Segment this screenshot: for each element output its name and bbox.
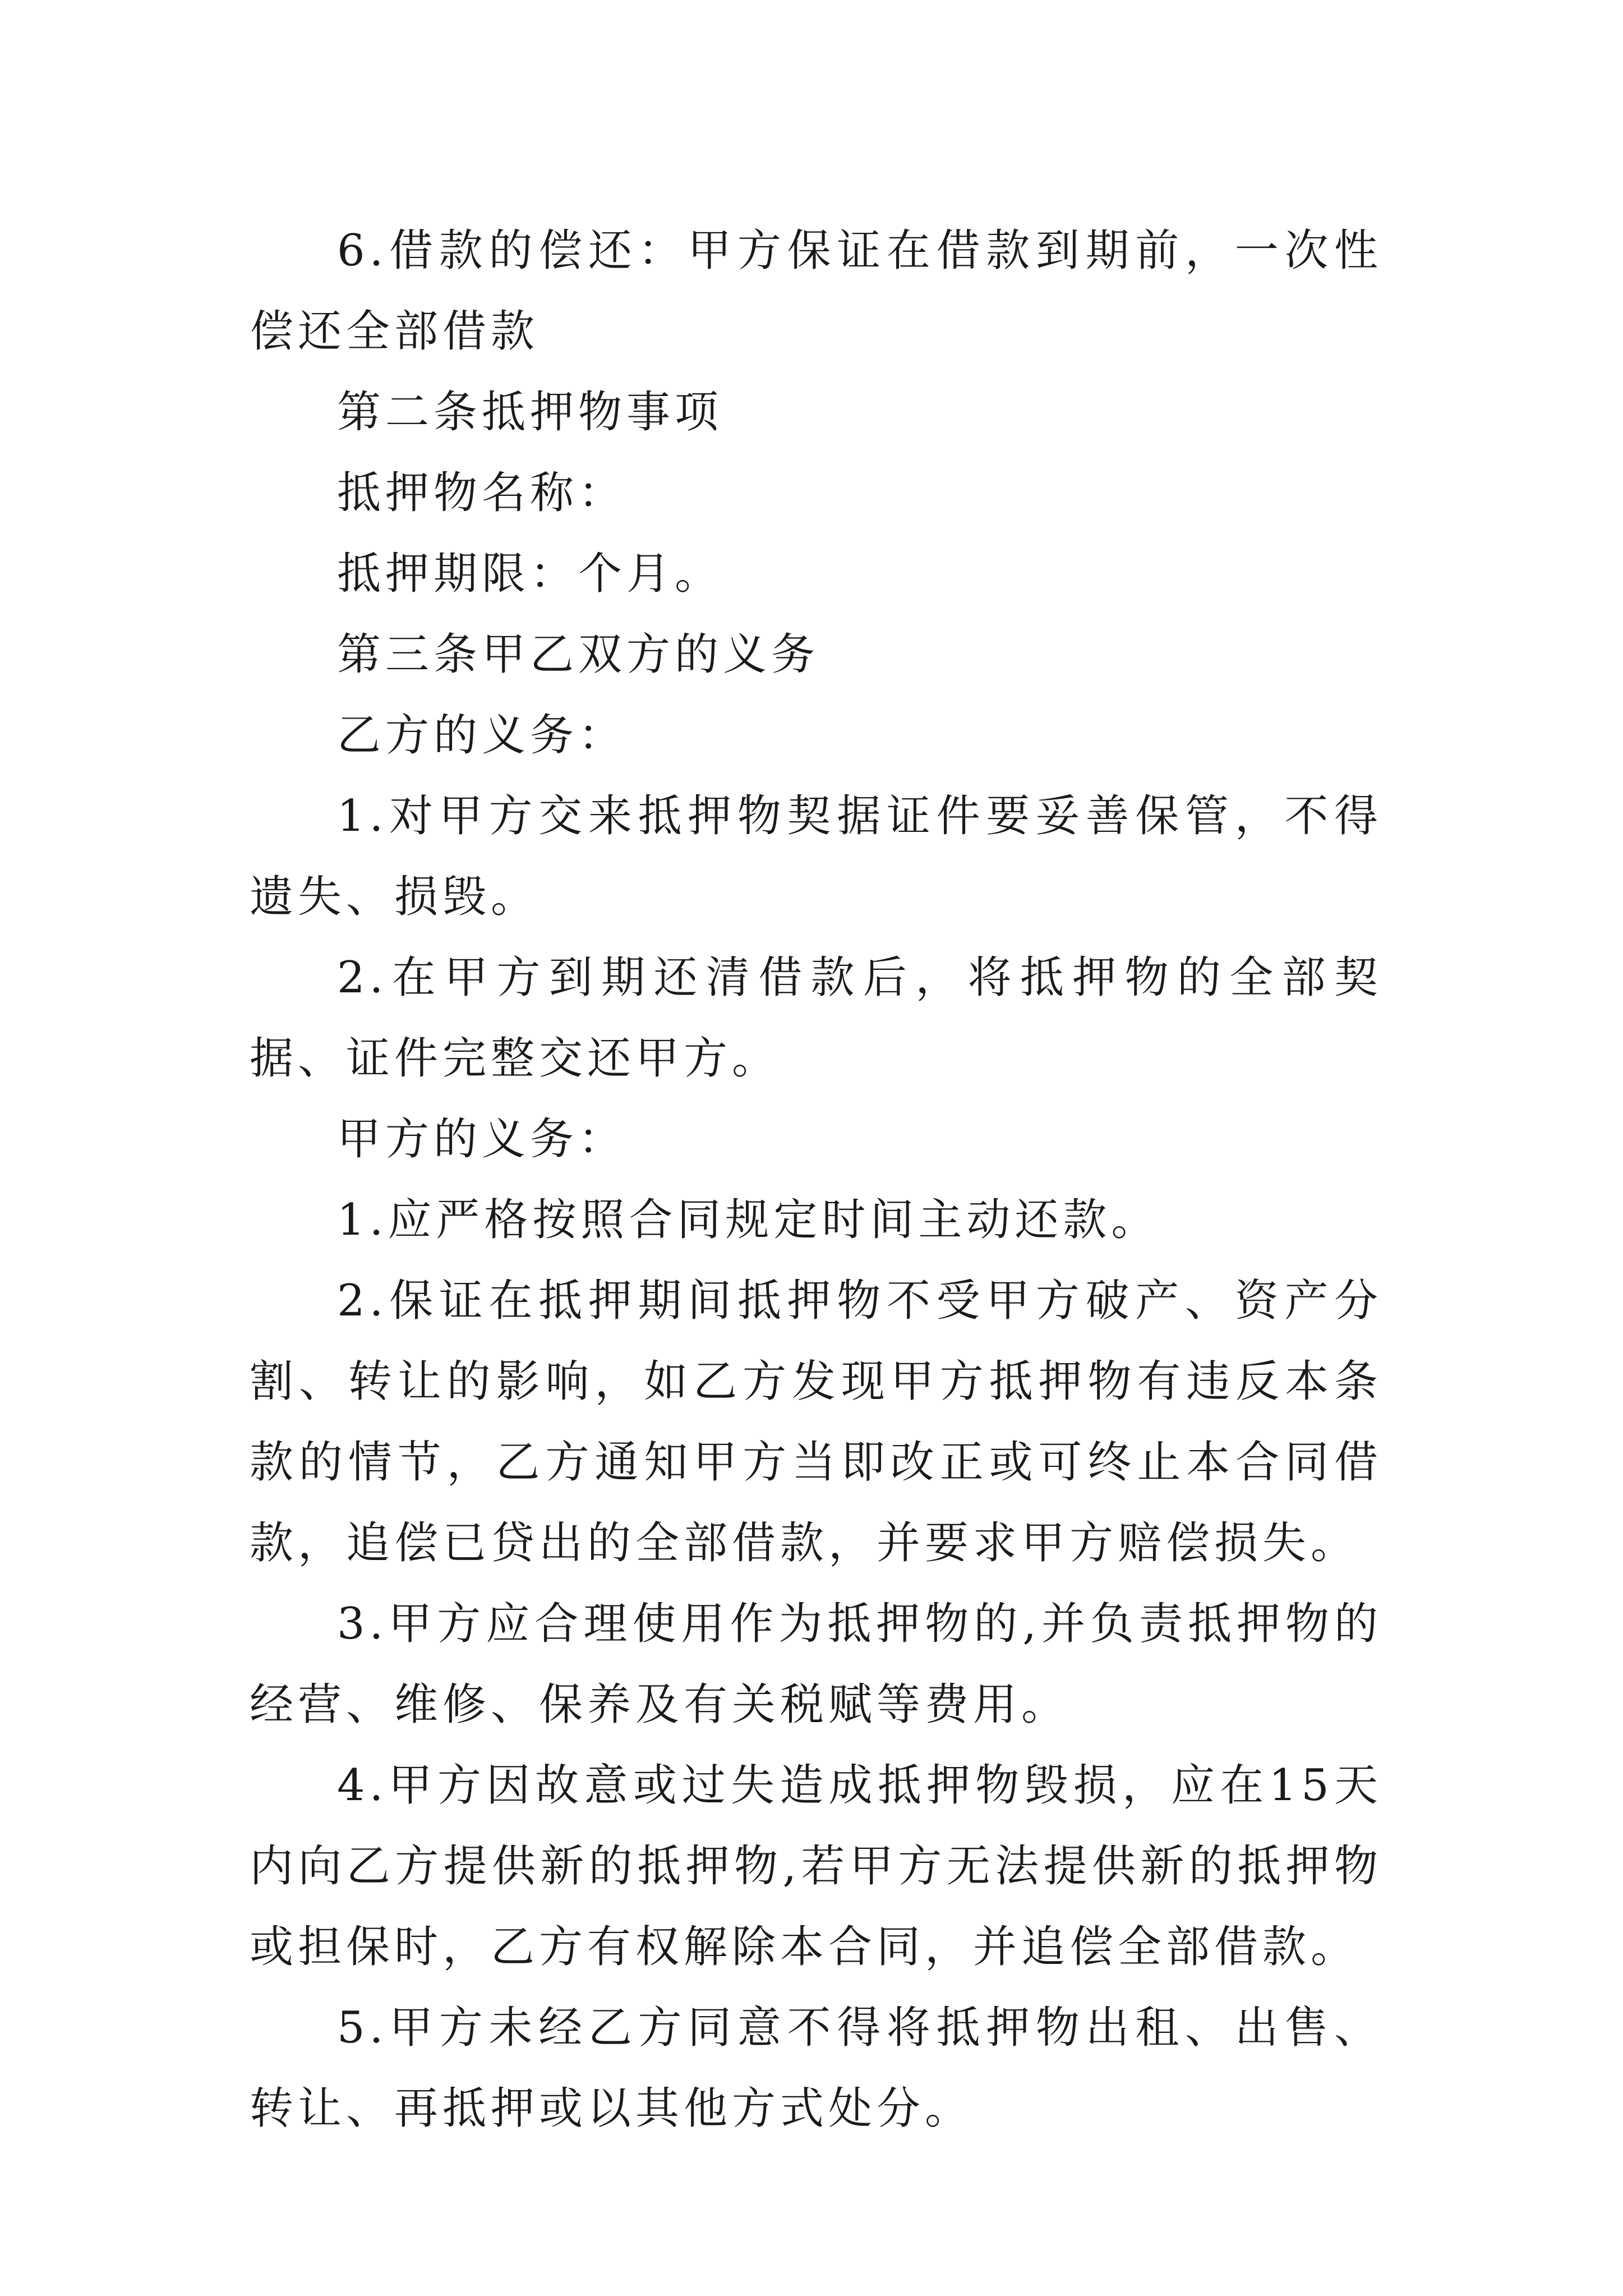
heading-party-b-obligations: 乙方的义务： <box>337 710 627 761</box>
paragraph-party-a-item-1: 1.应严格按照合同规定时间主动还款。 <box>337 1195 1160 1245</box>
paragraph-party-b-item-2: 2.在甲方到期还清借款后，将抵押物的全部契据、证件完整交还甲方。 <box>250 953 1382 1084</box>
paragraph-collateral-name: 抵押物名称： <box>337 468 627 518</box>
paragraph-mortgage-term: 抵押期限：个月。 <box>337 549 723 599</box>
paragraph-party-a-item-2: 2.保证在抵押期间抵押物不受甲方破产、资产分割、转让的影响，如乙方发现甲方抵押物有违反本条款的情节，乙方通知甲方当即改正或可终止本合同借款，追偿已贷出的全部借款，并要求甲方赔偿损失。 <box>250 1276 1382 1568</box>
heading-party-a-obligations: 甲方的义务： <box>337 1114 627 1165</box>
document-body <box>250 210 1382 2149</box>
paragraph-party-b-item-1: 1.对甲方交来抵押物契据证件要妥善保管，不得遗失、损毁。 <box>250 791 1382 922</box>
heading-article-3: 第三条甲乙双方的义务 <box>337 629 820 680</box>
paragraph-party-a-item-3: 3.甲方应合理使用作为抵押物的,并负责抵押物的经营、维修、保养及有关税赋等费用。 <box>250 1599 1382 1730</box>
paragraph-repayment: 6.借款的偿还：甲方保证在借款到期前，一次性偿还全部借款 <box>250 226 1382 357</box>
paragraph-party-a-item-4: 4.甲方因故意或过失造成抵押物毁损，应在15天内向乙方提供新的抵押物,若甲方无法提供新的抵押物或担保时，乙方有权解除本合同，并追偿全部借款。 <box>250 1760 1382 1972</box>
paragraph-party-a-item-5: 5.甲方未经乙方同意不得将抵押物出租、出售、转让、再抵押或以其他方式处分。 <box>250 2003 1382 2134</box>
heading-article-2: 第二条抵押物事项 <box>337 387 723 438</box>
